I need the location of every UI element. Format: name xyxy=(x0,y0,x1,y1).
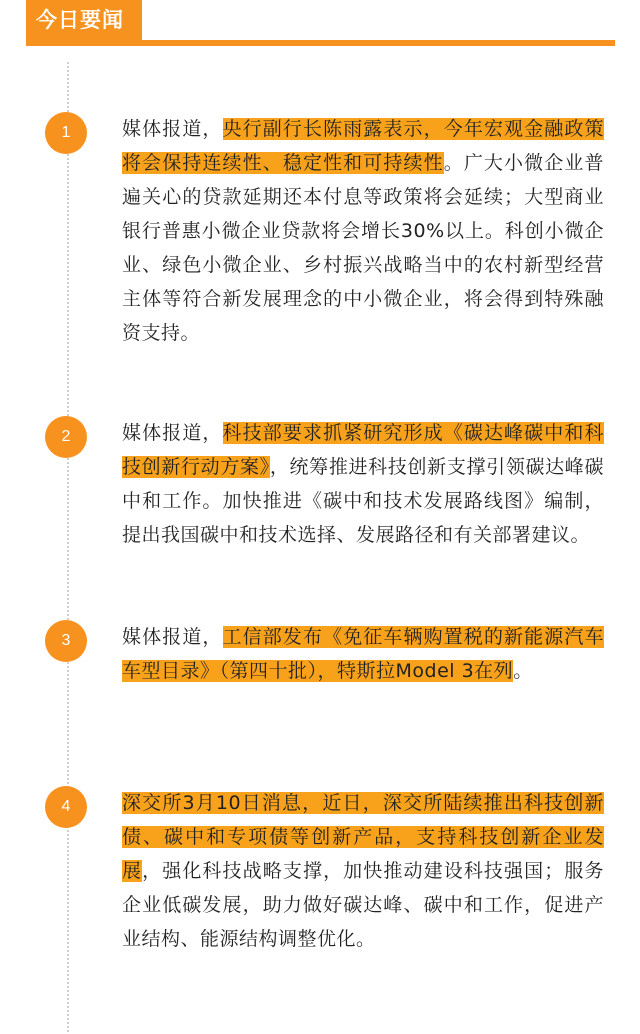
news-item-highlight: 科技部要求抓紧研究形成《碳达峰碳中和科技创新行动方案》 xyxy=(122,422,604,478)
news-item-text xyxy=(122,416,604,552)
news-item-text xyxy=(122,112,604,350)
news-item-highlight: 央行副行长陈雨露表示，今年宏观金融政策将会保持连续性、稳定性和可持续性 xyxy=(122,118,604,174)
news-item-body: ，统筹推进科技创新支撑引领碳达峰碳中和工作。加快推进《碳中和技术发展路线图》编制，提出我国碳中和技术选择、发展路径和有关部署建议。 xyxy=(122,456,604,546)
news-item-prefix: 媒体报道， xyxy=(122,118,223,140)
timeline-dotted-line xyxy=(67,62,69,1032)
news-item-body: ，强化科技战略支撑，加快推动建设科技强国；服务企业低碳发展，助力做好碳达峰、碳中和工作，促进产业结构、能源结构调整优化。 xyxy=(122,860,604,950)
news-item-text xyxy=(122,620,604,688)
news-item-prefix: 媒体报道， xyxy=(122,626,223,648)
news-item-body: 。 xyxy=(513,660,533,682)
news-item-highlight: 深交所3月10日消息，近日，深交所陆续推出科技创新债、碳中和专项债等创新产品，支持科技创新企业发展 xyxy=(122,792,604,882)
item-number-badge: 3 xyxy=(45,620,87,662)
section-title: 今日要闻 xyxy=(26,0,142,40)
news-item-prefix: 媒体报道， xyxy=(122,422,223,444)
section-title-underline xyxy=(26,40,615,46)
news-item-text xyxy=(122,786,604,956)
news-item-highlight: 工信部发布《免征车辆购置税的新能源汽车车型目录》（第四十批），特斯拉Model 3在列 xyxy=(122,626,604,682)
item-number-badge: 4 xyxy=(45,786,87,828)
item-number-badge: 2 xyxy=(45,416,87,458)
news-item-body: 。广大小微企业普遍关心的贷款延期还本付息等政策将会延续；大型商业银行普惠小微企业贷款将会增长30%以上。科创小微企业、绿色小微企业、乡村振兴战略当中的农村新型经营主体等符合新发展理念的中小微企业，将会得到特殊融资支持。 xyxy=(122,152,604,344)
item-number-badge: 1 xyxy=(45,112,87,154)
